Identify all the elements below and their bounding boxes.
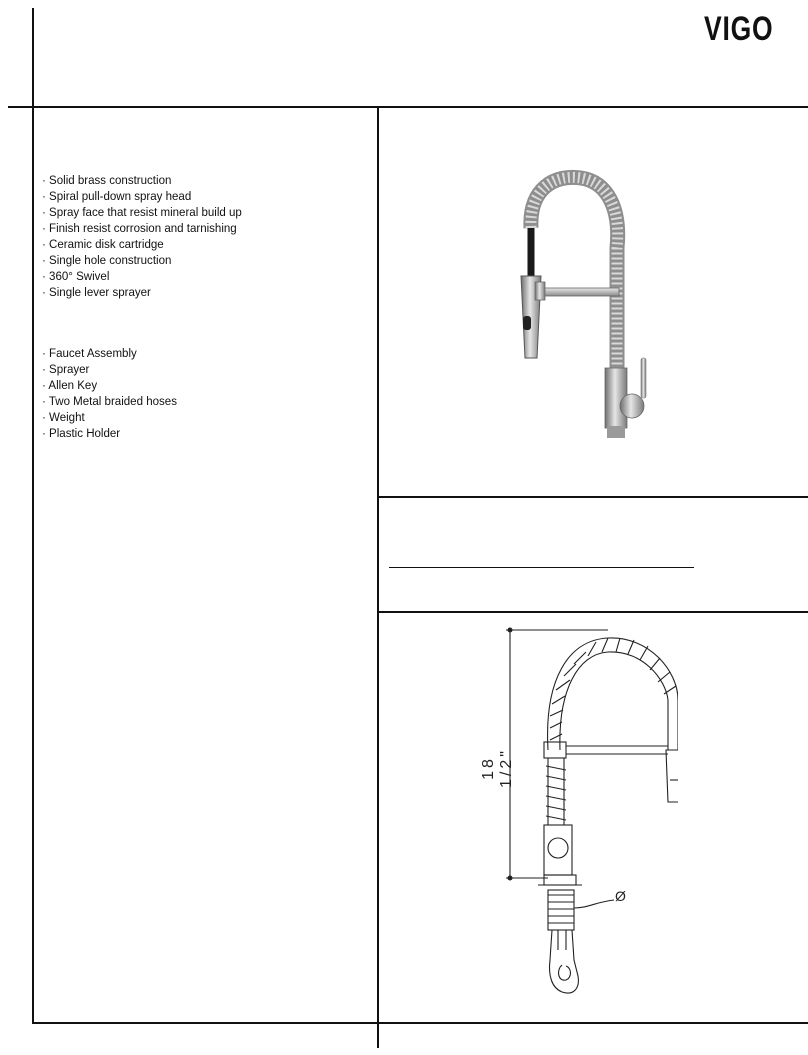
- included-item: · Allen Key: [42, 377, 177, 393]
- included-item: · Faucet Assembly: [42, 345, 177, 361]
- feature-item: · Single lever sprayer: [42, 284, 242, 300]
- included-item: · Weight: [42, 409, 177, 425]
- included-item: · Plastic Holder: [42, 425, 177, 441]
- included-items-list: [42, 345, 177, 441]
- vigo-logo: [704, 10, 794, 70]
- height-dimension-label: 18 1/2": [480, 748, 515, 788]
- photo-bottom-rule: [378, 496, 808, 498]
- included-item: · Sprayer: [42, 361, 177, 377]
- features-list: [42, 172, 242, 300]
- feature-item: · Spiral pull-down spray head: [42, 188, 242, 204]
- included-item: · Two Metal braided hoses: [42, 393, 177, 409]
- feature-item: · Single hole construction: [42, 252, 242, 268]
- feature-item: · Finish resist corrosion and tarnishing: [42, 220, 242, 236]
- faucet-technical-drawing: [478, 620, 678, 1010]
- feature-item: · Ceramic disk cartridge: [42, 236, 242, 252]
- feature-item: · Solid brass construction: [42, 172, 242, 188]
- column-divider: [377, 108, 379, 1048]
- header-rule: [8, 106, 808, 108]
- signature-line: [389, 567, 694, 568]
- left-margin-line: [32, 8, 34, 1023]
- feature-item: · Spray face that resist mineral build up: [42, 204, 242, 220]
- feature-item: · 360° Swivel: [42, 268, 242, 284]
- drawing-top-rule: [378, 611, 808, 613]
- footer-rule: [32, 1022, 808, 1024]
- logo-text: VIGO: [704, 10, 774, 48]
- faucet-product-photo: [495, 168, 655, 448]
- diameter-symbol: Ø: [615, 888, 626, 904]
